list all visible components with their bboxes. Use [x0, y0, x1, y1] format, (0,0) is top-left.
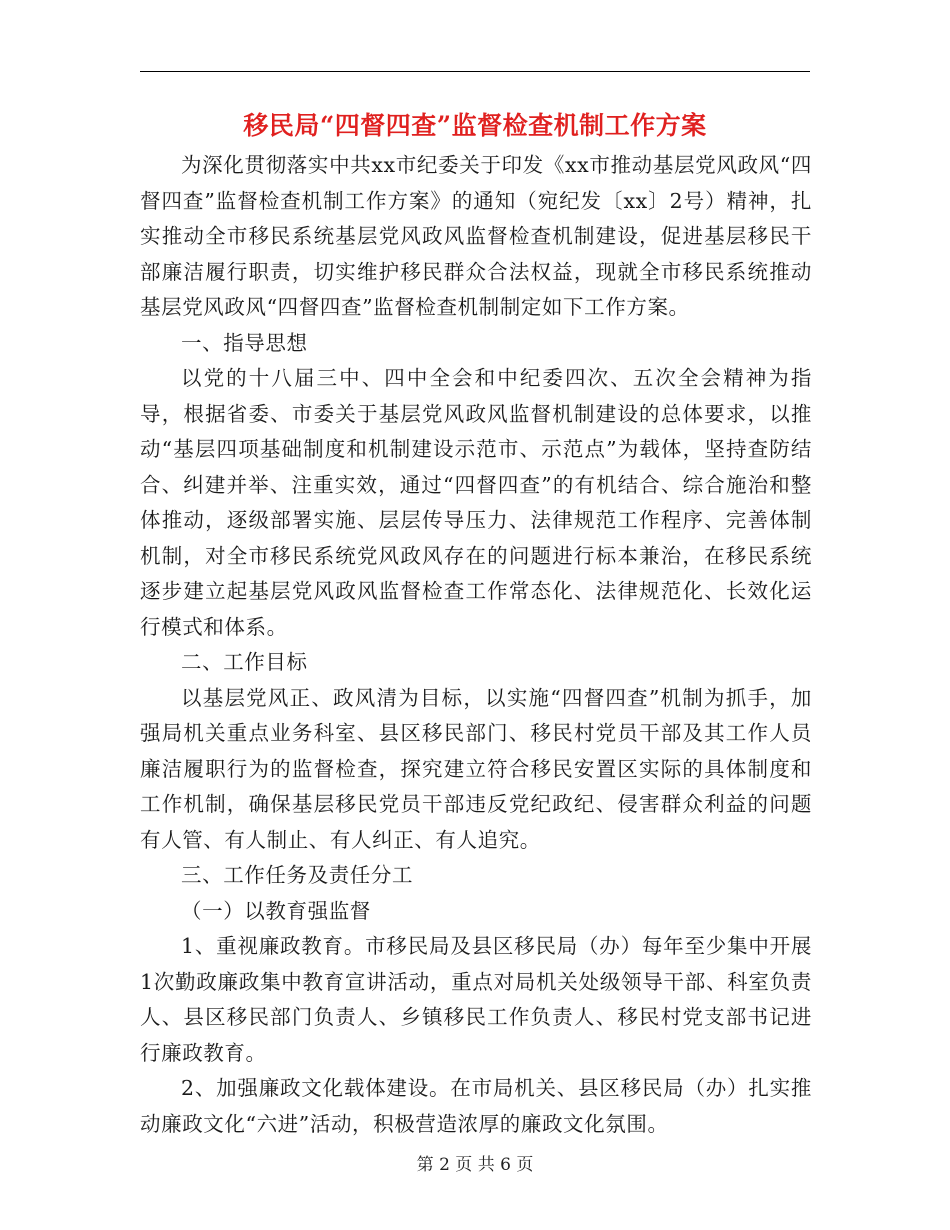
- document-title: 移民局“四督四查”监督检查机制工作方案: [243, 111, 707, 140]
- page-number: 第 2 页 共 6 页: [416, 1155, 534, 1175]
- heading-tasks: 三、工作任务及责任分工: [181, 863, 414, 887]
- heading-work-goal: 二、工作目标: [181, 650, 308, 674]
- heading-guiding-thought: 一、指导思想: [181, 330, 308, 355]
- paragraph-item-2: 2、加强廉政文化载体建设。在市局机关、县区移民局（办）扎实推动廉政文化“六进”活动，积极营造浓厚的廉政文化氛围。: [140, 1076, 812, 1136]
- paragraph-intro: 为深化贯彻落实中共xx市纪委关于印发《xx市推动基层党风政风“四督四查”监督检查机制工作方案》的通知（宛纪发〔xx〕2号）精神，扎实推动全市移民系统基层党风政风监督检查机制建设，促进基层移民干部廉洁履行职责，切实维护移民群众合法权益，现就全市移民系统推动基层党风政风“四督四查”监督检查机制制定如下工作方案。: [140, 153, 812, 319]
- paragraph-guiding-thought: 以党的十八届三中、四中全会和中纪委四次、五次全会精神为指导，根据省委、市委关于基层党风政风监督机制建设的总体要求，以推动“基层四项基础制度和机制建设示范市、示范点”为载体，坚持查防结合、纠建并举、注重实效，通过“四督四查”的有机结合、综合施治和整体推动，逐级部署实施、层层传导压力、法律规范工作程序、完善体制机制，对全市移民系统党风政风存在的问题进行标本兼治，在移民系统逐步建立起基层党风政风监督检查工作常态化、法律规范化、长效化运行模式和体系。: [140, 366, 812, 639]
- paragraph-item-1: 1、重视廉政教育。市移民局及县区移民局（办）每年至少集中开展1次勤政廉政集中教育宣讲活动，重点对局机关处级领导干部、科室负责人、县区移民部门负责人、乡镇移民工作负责人、移民村党支部书记进行廉政教育。: [140, 934, 812, 1065]
- document-body: [140, 148, 812, 1142]
- paragraph-work-goal: 以基层党风正、政风清为目标，以实施“四督四查”机制为抓手，加强局机关重点业务科室、县区移民部门、移民村党员干部及其工作人员廉洁履职行为的监督检查，探究建立符合移民安置区实际的具体制度和工作机制，确保基层移民党员干部违反党纪政纪、侵害群众利益的问题有人管、有人制止、有人纠正、有人追究。: [140, 685, 812, 852]
- page-footer: [0, 1153, 950, 1177]
- header-rule: [140, 71, 810, 72]
- subheading-education: （一）以教育强监督: [181, 898, 371, 923]
